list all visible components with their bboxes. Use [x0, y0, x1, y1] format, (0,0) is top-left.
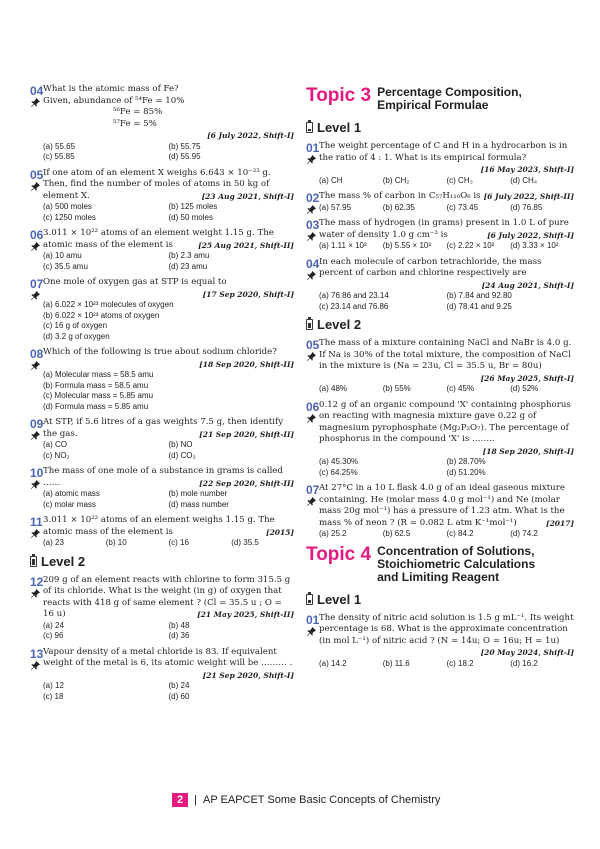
- question-item: [30, 515, 294, 549]
- topic-title-line: Empirical Formulae: [377, 98, 489, 112]
- option: (c) 1250 moles: [43, 212, 96, 222]
- question-number: 11: [30, 515, 43, 529]
- question-number: 01: [306, 141, 320, 155]
- option: (d) 78.41 and 9.25: [446, 301, 512, 311]
- option: (a) 25.2: [319, 529, 347, 538]
- question-text: [319, 613, 574, 659]
- option: (b) 62.35: [382, 202, 415, 212]
- options-grid: [319, 384, 574, 395]
- question-number: 06: [306, 399, 320, 414]
- options-grid: [319, 203, 574, 214]
- option: (d) 52%: [510, 384, 539, 393]
- exam-tag: [6 July 2022, Shift-I]: [487, 230, 574, 240]
- question-text: [43, 228, 294, 251]
- option: (d) Formula mass = 5.85 amu: [43, 401, 149, 411]
- option: (d) 76.85: [510, 202, 543, 212]
- question-body: If one atom of an element X weighs 6.643 × 10⁻²³ g. Then, find the number of moles of atoms in 50 kg of element X.: [43, 167, 271, 201]
- left-column: [30, 84, 294, 707]
- option: (b) 55%: [382, 384, 411, 393]
- question-text: [43, 84, 294, 142]
- option: (c) 64.25%: [319, 467, 358, 477]
- option: (a) 6.022 × 10²³ molecules of oxygen: [43, 300, 174, 309]
- question-number: 12: [30, 574, 44, 589]
- options-grid: [319, 457, 574, 478]
- option: (d) mass number: [168, 499, 229, 509]
- question-number: 03: [306, 218, 320, 232]
- level-heading: [306, 120, 574, 135]
- option: (a) 76.86 and 23.14: [319, 291, 389, 300]
- question-body: The density of nitric acid solution is 1.5 g mL⁻¹. Its weight percentage is 68. What is the approximate concentration (in mol L⁻¹) of nitric acid ? (N = 14u; O = 16u; H = 1u): [319, 612, 574, 646]
- topic-heading: [306, 545, 574, 584]
- question-text: [43, 515, 294, 538]
- question-number: 07: [30, 277, 44, 291]
- question-item: [306, 483, 574, 540]
- option: (c) NO₂: [43, 450, 70, 460]
- topic-title-line: Concentration of Solutions,: [377, 543, 535, 558]
- pin-icon: [307, 352, 316, 361]
- topic-number: Topic 4: [306, 543, 372, 565]
- pin-icon: [31, 291, 40, 300]
- question-text: [43, 277, 294, 300]
- exam-tag: [25 Aug 2021, Shift-II]: [198, 240, 294, 250]
- question-item: [30, 466, 294, 510]
- footer-separator: |: [194, 794, 197, 806]
- option: (c) 2.22 × 10²: [446, 241, 495, 250]
- question-text: [43, 168, 294, 203]
- exam-tag: [21 Sep 2020, Shift-II]: [199, 429, 294, 439]
- question-body: Vapour density of a metal chloride is 83. If equivalent weight of the metal is 6, its atomic weight will be ……… .: [43, 646, 293, 668]
- option: (b) 55.75: [168, 141, 201, 151]
- option: (b) 2.3 amu: [168, 251, 210, 260]
- battery-level-icon: [306, 319, 313, 330]
- option: (d) 50 moles: [168, 212, 213, 222]
- options-grid: [43, 489, 294, 510]
- question-text: [43, 466, 294, 489]
- question-item: [306, 141, 574, 186]
- question-body: The mass % of carbon in C₅₇H₁₁₀O₆ is: [319, 191, 481, 201]
- option: (a) Molecular mass = 58.5 amu: [43, 370, 154, 379]
- option: (c) molar mass: [43, 499, 96, 509]
- exam-tag: [6 July 2022, Shift-II]: [483, 192, 574, 201]
- exam-tag: [21 Sep 2020, Shift-I]: [202, 670, 294, 680]
- option: (b) Formula mass = 58.5 amu: [43, 380, 149, 390]
- question-number: 08: [30, 347, 44, 361]
- option: (c) 55.85: [43, 152, 75, 161]
- question-item: [306, 338, 574, 395]
- question-number: 04: [306, 256, 320, 271]
- question-body: The mass of hydrogen (in grams) present in 1.0 L of pure water of density 1.0 g cm⁻³ is: [319, 218, 569, 240]
- exam-tag: [2015]: [266, 527, 294, 537]
- level-heading: [306, 592, 574, 607]
- exam-tag: [22 Sep 2020, Shift-II]: [199, 478, 294, 488]
- question-line: ⁵⁷Fe = 5%: [113, 118, 157, 129]
- option: (c) 35.5 amu: [43, 261, 88, 271]
- option: (b) 48: [168, 620, 190, 630]
- option: (d) 16.2: [510, 658, 538, 668]
- option: (c) 23.14 and 76.86: [319, 301, 389, 311]
- question-line: What is the atomic mass of Fe?: [43, 84, 179, 94]
- question-item: [30, 347, 294, 412]
- question-item: [306, 257, 574, 313]
- question-item: [30, 417, 294, 461]
- option: (b) 5.55 × 10²: [382, 241, 431, 250]
- options-grid: [43, 300, 294, 342]
- option: (d) 74.2: [510, 529, 538, 538]
- option: (c) 18: [43, 691, 64, 701]
- option: (d) 51.20%: [446, 467, 486, 477]
- question-number: 06: [30, 228, 44, 242]
- option: (d) 3.2 g of oxygen: [43, 331, 110, 341]
- options-grid: [43, 202, 294, 223]
- question-body: 3.011 × 10²² atoms of an element weight 1.15 g. The atomic mass of the element is: [43, 228, 274, 250]
- exam-tag: [20 May 2024, Shift-I]: [480, 648, 574, 657]
- question-item: [30, 168, 294, 224]
- question-body: The mass of a mixture containing NaCl and NaBr is 4.0 g. If Na is 30% of the total mixture, the composition of NaCl in the mixture is (Na = 23u, Cl = 35.5 u, Br = 80u): [319, 338, 572, 371]
- question-text: [43, 575, 294, 621]
- topic-heading: [306, 86, 574, 112]
- page-number: 2: [172, 793, 188, 807]
- question-text: [319, 191, 574, 203]
- option: (c) 16: [168, 538, 189, 547]
- option: (a) CO: [43, 440, 67, 449]
- option: (a) 57.95: [319, 202, 352, 212]
- question-number: 04: [30, 84, 44, 98]
- option: (b) mole number: [168, 489, 228, 498]
- battery-level-icon: [306, 122, 313, 133]
- topic-title: [377, 86, 522, 112]
- option: (c) Molecular mass = 5.85 amu: [43, 391, 154, 400]
- option: (d) 55.95: [168, 152, 201, 161]
- option: (d) CH₄: [510, 175, 538, 185]
- footer-title: AP EAPCET Some Basic Concepts of Chemistry: [202, 794, 441, 806]
- option: (c) 18.2: [446, 658, 474, 668]
- options-grid: [43, 681, 294, 702]
- option: (a) 500 moles: [43, 202, 92, 211]
- question-item: [30, 647, 294, 703]
- question-line: Given, abundance of ⁵⁴Fe = 10%: [43, 95, 185, 106]
- pin-icon: [307, 205, 316, 214]
- exam-tag: [26 May 2025, Shift-I]: [480, 373, 574, 383]
- exam-tag: [2017]: [546, 518, 574, 528]
- option: (d) 3.33 × 10²: [510, 241, 559, 250]
- pin-icon: [31, 242, 40, 251]
- question-body: At 27°C in a 10 L flask 4.0 g of an ideal gaseous mixture containing. He (molar mass 4.0 g mol⁻¹) and Ne (molar mass 20g mol⁻¹) has a pressure of 1.23 atm. What is the mass % of neon ? (R = 0.082 L atm K⁻¹mol⁻¹): [319, 483, 565, 528]
- pin-icon: [31, 589, 40, 598]
- question-item: [306, 400, 574, 479]
- exam-tag: [6 July 2022, Shift-I]: [207, 131, 294, 140]
- question-item: [30, 228, 294, 272]
- option: (b) CH₂: [382, 175, 410, 185]
- option: (d) 35.5: [231, 538, 259, 547]
- option: (b) 62.5: [382, 529, 411, 538]
- question-text: [319, 141, 574, 176]
- options-grid: [319, 241, 574, 252]
- pin-icon: [307, 271, 316, 280]
- right-column: [306, 84, 574, 674]
- option: (b) 24: [168, 681, 190, 690]
- question-line: ⁵⁶Fe = 85%: [113, 107, 163, 117]
- question-body: 3.011 × 10²² atoms of an element weighs 1.15 g. The atomic mass of the element is: [43, 515, 275, 537]
- options-grid: [43, 142, 294, 163]
- question-body: Which of the following is true about sodium chloride?: [43, 347, 277, 357]
- question-number: 01: [306, 612, 320, 627]
- option: (c) CH₃: [446, 175, 473, 185]
- question-body: 0.12 g of an organic compound 'X' containing phosphorus on reacting with magnesia mixture gave 0.22 g of magnesium pyrophosphate (Mg₂P₂O₇). The percentage of phosphorus in the compound 'X' is ……..: [319, 399, 571, 444]
- level-label: Level 2: [317, 317, 362, 332]
- option: (d) 60: [168, 691, 190, 701]
- exam-tag: [23 Aug 2021, Shift-I]: [201, 191, 294, 201]
- options-grid: [319, 291, 574, 312]
- option: (c) 73.45: [446, 202, 479, 212]
- option: (b) 10: [105, 538, 127, 547]
- option: (b) 28.70%: [446, 457, 486, 466]
- exam-tag: [16 May 2023, Shift-I]: [480, 165, 574, 174]
- level-heading: [306, 317, 574, 332]
- question-text: [43, 347, 294, 370]
- question-number: 09: [30, 417, 44, 431]
- option: (d) 23 amu: [168, 261, 208, 271]
- options-grid: [43, 440, 294, 461]
- battery-level-icon: [306, 594, 313, 605]
- question-item: [306, 613, 574, 670]
- question-body: The mass of one mole of a substance in grams is called ……: [43, 466, 283, 488]
- option: (b) 7.84 and 92.80: [446, 291, 512, 300]
- exam-tag: [18 Sep 2020, Shift-I]: [482, 446, 574, 456]
- battery-level-icon: [30, 556, 37, 567]
- option: (a) 14.2: [319, 658, 347, 668]
- topic-title-line: Stoichiometric Calculations: [377, 556, 536, 571]
- level-heading: [30, 554, 294, 569]
- level-label: Level 1: [317, 591, 362, 607]
- option: (c) 16 g of oxygen: [43, 321, 108, 330]
- question-number: 07: [306, 483, 320, 497]
- page-footer: [172, 793, 440, 807]
- question-text: [43, 647, 294, 682]
- question-number: 13: [30, 646, 44, 661]
- option: (d) CO₂: [168, 450, 196, 460]
- option: (a) 10 amu: [43, 251, 82, 260]
- question-item: [30, 84, 294, 163]
- level-label: Level 1: [317, 120, 362, 135]
- question-body: At STP, if 5.6 litres of a gas weights 7.5 g, then identify the gas.: [43, 417, 284, 439]
- option: (c) 96: [43, 631, 64, 640]
- option: (b) 11.6: [382, 658, 410, 668]
- topic-title-line: and Limiting Reagent: [377, 569, 500, 584]
- options-grid: [319, 176, 574, 187]
- question-body: The weight percentage of C and H in a hydrocarbon is in the ratio of 4 : 1. What is its empirical formula?: [319, 141, 568, 163]
- option: (c) 45%: [446, 384, 475, 393]
- pin-icon: [307, 627, 316, 636]
- pin-icon: [31, 529, 40, 538]
- topic-title: [377, 545, 535, 584]
- exam-tag: [21 May 2025, Shift-II]: [197, 610, 294, 619]
- pin-icon: [31, 661, 40, 670]
- options-grid: [43, 251, 294, 272]
- question-number: 05: [30, 167, 44, 182]
- question-item: [30, 575, 294, 642]
- pin-icon: [307, 232, 316, 241]
- level-label: Level 2: [41, 553, 86, 569]
- pin-icon: [31, 98, 40, 107]
- question-number: 10: [30, 466, 44, 480]
- question-text: [319, 483, 574, 529]
- pin-icon: [31, 182, 40, 191]
- pin-icon: [307, 414, 316, 423]
- option: (b) 6.022 × 10²³ atoms of oxygen: [43, 310, 160, 320]
- pin-icon: [307, 155, 316, 164]
- question-number: 05: [306, 338, 320, 352]
- options-grid: [319, 659, 574, 670]
- option: (a) 23: [43, 538, 64, 547]
- question-text: [319, 257, 574, 292]
- pin-icon: [307, 497, 316, 506]
- topic-number: Topic 3: [306, 85, 372, 106]
- question-body: One mole of oxygen gas at STP is equal to: [43, 277, 227, 287]
- options-grid: [43, 621, 294, 642]
- option: (d) 36: [168, 631, 190, 640]
- question-text: [319, 338, 574, 384]
- exam-tag: [24 Aug 2021, Shift-I]: [481, 280, 574, 290]
- pin-icon: [31, 361, 40, 370]
- question-body: In each molecule of carbon tetrachloride, the mass percent of carbon and chlorine respectively are: [319, 256, 542, 278]
- question-body: 209 g of an element reacts with chlorine to form 315.5 g of its chloride. What is the weight (in g) of oxygen that reacts with 418 g of same element ? (Cl = 35.5 u ; O = 16 u): [43, 574, 291, 619]
- question-text: [43, 417, 294, 440]
- option: (a) 24: [43, 620, 64, 630]
- option: (a) 1.11 × 10²: [319, 241, 367, 250]
- options-grid: [43, 538, 294, 549]
- exam-tag: [17 Sep 2020, Shift-I]: [202, 289, 294, 299]
- option: (b) 125 moles: [168, 202, 218, 211]
- question-item: [30, 277, 294, 342]
- question-number: 02: [306, 191, 320, 205]
- option: (b) NO: [168, 440, 193, 449]
- pin-icon: [31, 480, 40, 489]
- question-item: [306, 218, 574, 252]
- options-grid: [319, 529, 574, 540]
- options-grid: [43, 370, 294, 412]
- option: (a) 55.65: [43, 141, 76, 151]
- option: (a) 12: [43, 681, 64, 690]
- option: (a) atomic mass: [43, 489, 100, 498]
- question-text: [319, 400, 574, 458]
- exam-tag: [18 Sep 2020, Shift-II]: [199, 359, 294, 369]
- pin-icon: [31, 431, 40, 440]
- topic-title-line: Percentage Composition,: [377, 85, 522, 99]
- option: (c) 84.2: [446, 529, 474, 538]
- option: (a) CH: [319, 175, 343, 185]
- question-item: [306, 191, 574, 213]
- option: (a) 45.30%: [319, 457, 359, 466]
- option: (a) 48%: [319, 384, 348, 393]
- question-text: [319, 218, 574, 241]
